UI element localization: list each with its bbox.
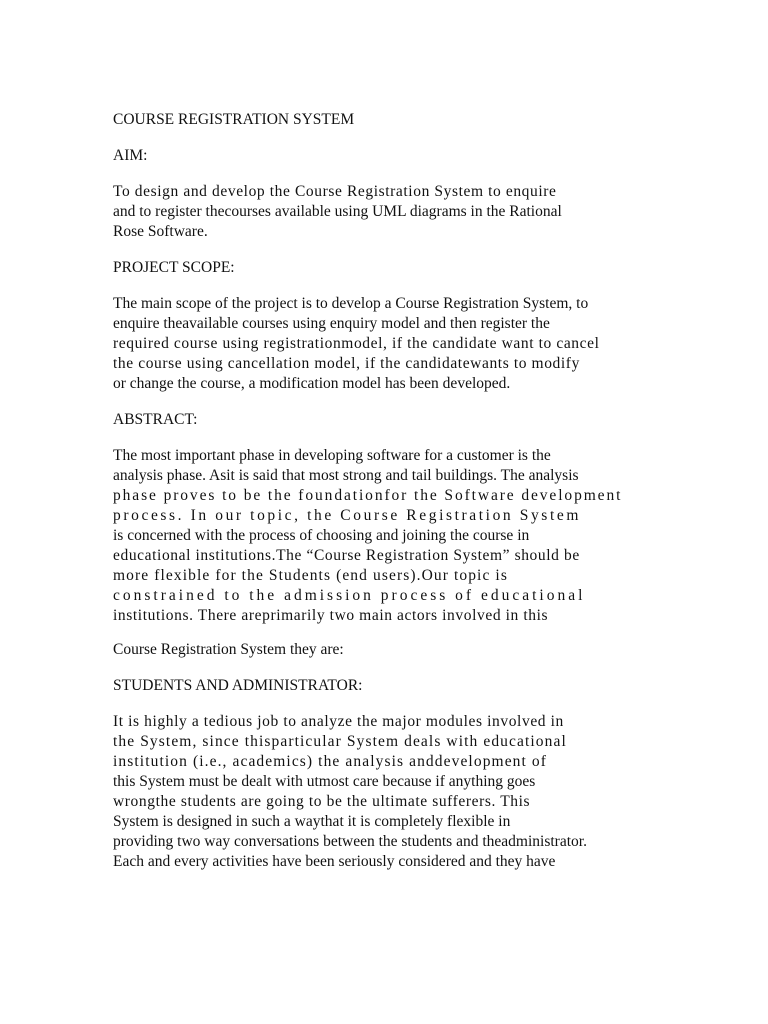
abstract-paragraph xyxy=(113,446,661,626)
text-line: Course Registration System they are: xyxy=(113,641,344,658)
text-line: It is highly a tedious job to analyze the major modules involved in xyxy=(113,713,564,730)
text-line: this System must be dealt with utmost care because if anything goes xyxy=(113,773,536,790)
aim-heading: AIM: xyxy=(113,147,148,164)
text-line: process. In our topic, the Course Registration System xyxy=(113,507,581,524)
text-line: analysis phase. Asit is said that most strong and tail buildings. The analysis xyxy=(113,467,579,484)
text-line: enquire theavailable courses using enquiry model and then register the xyxy=(113,315,550,332)
text-line: required course using registrationmodel, if the candidate want to cancel xyxy=(113,335,600,352)
text-line: the course using cancellation model, if the candidatewants to modify xyxy=(113,355,580,372)
text-line: more flexible for the Students (end users).Our topic is xyxy=(113,567,508,584)
actors-paragraph xyxy=(113,712,661,872)
project-scope-heading: PROJECT SCOPE: xyxy=(113,259,235,276)
text-line: phase proves to be the foundationfor the Software development xyxy=(113,487,623,504)
project-scope-paragraph xyxy=(113,294,661,394)
text-line: institutions. There areprimarily two main actors involved in this xyxy=(113,607,549,624)
text-line: System is designed in such a waythat it is completely flexible in xyxy=(113,813,511,830)
text-line: is concerned with the process of choosing and joining the course in xyxy=(113,527,530,544)
abstract-continuation xyxy=(113,640,661,660)
document-body xyxy=(113,110,661,872)
text-line: institution (i.e., academics) the analysis anddevelopment of xyxy=(113,753,548,770)
text-line: The most important phase in developing software for a customer is the xyxy=(113,447,551,464)
abstract-heading: ABSTRACT: xyxy=(113,411,198,428)
document-title: COURSE REGISTRATION SYSTEM xyxy=(113,111,355,128)
text-line: To design and develop the Course Registration System to enquire xyxy=(113,183,557,200)
text-line: wrongthe students are going to be the ultimate sufferers. This xyxy=(113,793,531,810)
aim-paragraph xyxy=(113,182,661,242)
text-line: The main scope of the project is to develop a Course Registration System, to xyxy=(113,295,589,312)
text-line: educational institutions.The “Course Registration System” should be xyxy=(113,547,580,564)
text-line: constrained to the admission process of educational xyxy=(113,587,586,604)
text-line: the System, since thisparticular System deals with educational xyxy=(113,733,567,750)
actors-heading: STUDENTS AND ADMINISTRATOR: xyxy=(113,677,363,694)
text-line: or change the course, a modification model has been developed. xyxy=(113,375,511,392)
text-line: Each and every activities have been seriously considered and they have xyxy=(113,853,556,870)
text-line: providing two way conversations between the students and theadministrator. xyxy=(113,833,587,850)
text-line: Rose Software. xyxy=(113,223,208,240)
text-line: and to register thecourses available using UML diagrams in the Rational xyxy=(113,203,562,220)
